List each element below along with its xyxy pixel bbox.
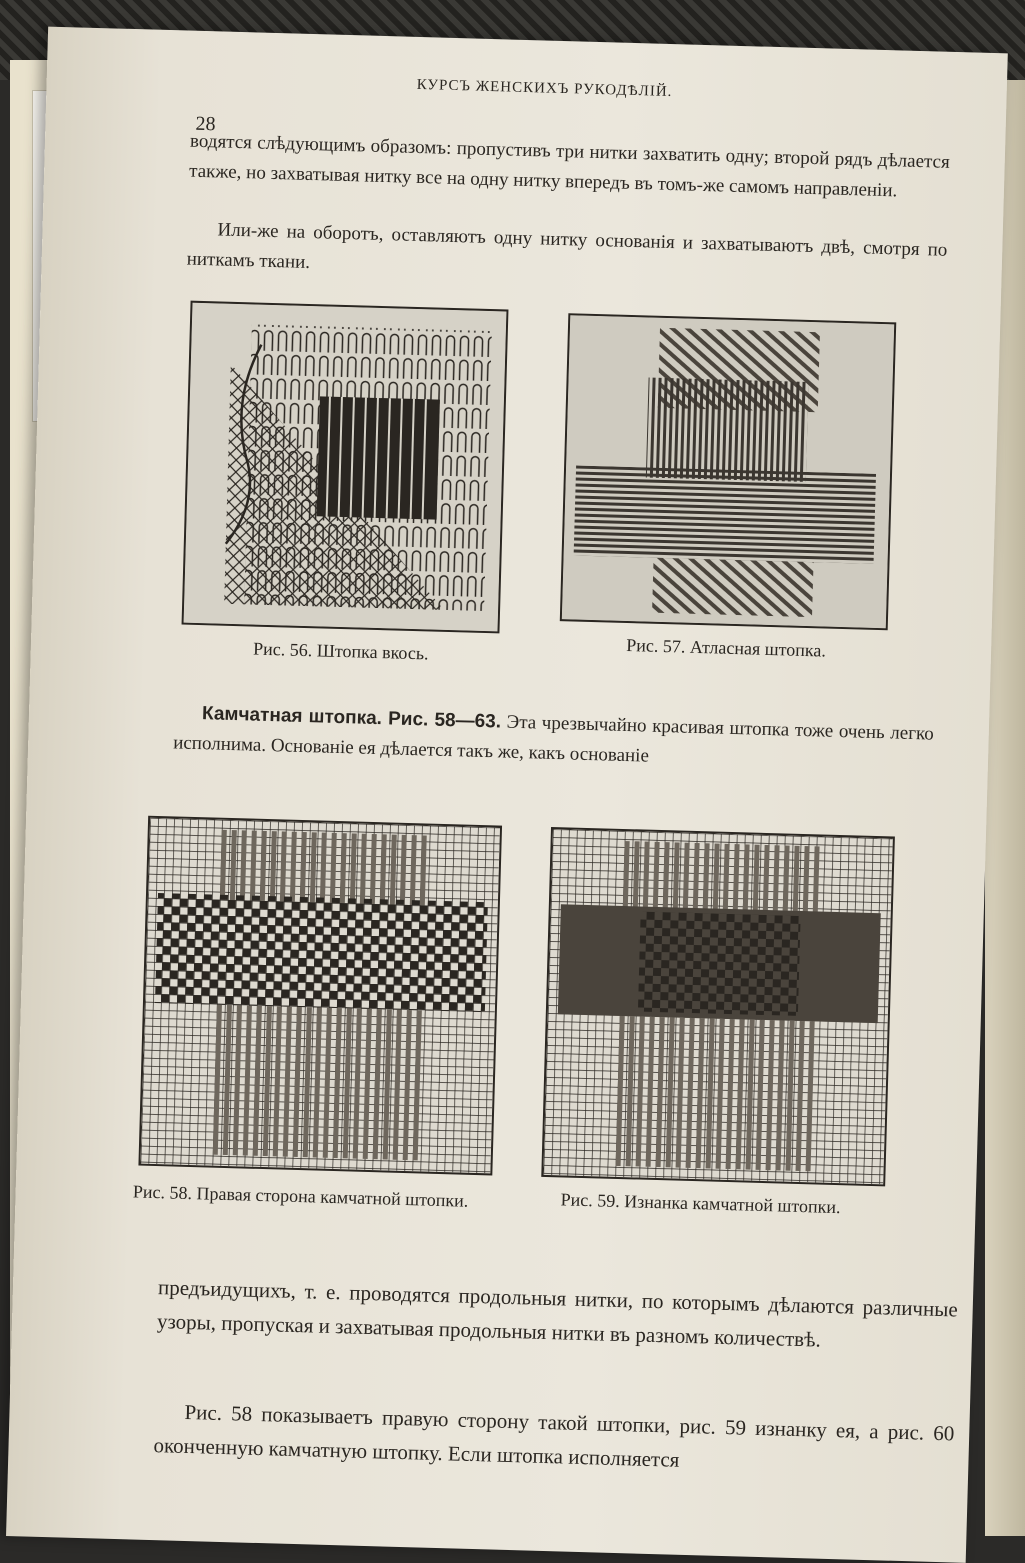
figure-56-image [182, 301, 509, 634]
figure-59-caption: Рис. 59. Изнанка камчатной штопки. [560, 1189, 841, 1218]
figure-56-caption: Рис. 56. Штопка вкось. [252, 638, 429, 664]
figure-58-image [138, 816, 502, 1176]
figure-59-image [541, 827, 895, 1186]
running-head: КУРСЪ ЖЕНСКИХЪ РУКОДѢЛІЙ. [416, 76, 673, 101]
paragraph-1: водятся слѣдующимъ образомъ: пропустивъ три нитки захватить одну; второй рядъ дѣлается также, но захватывая нитку все на одну нитку впередъ въ томъ-же самомъ направленіи. [188, 130, 951, 202]
paragraph-3-text: Эта чрезвычайно красивая штопка тоже очень легко исполнима. Основаніе ея дѣлается такъ же, какъ основаніе [172, 711, 935, 767]
paragraph-4: предъидущихъ, т. е. проводятся продольныя нитки, по которымъ дѣлаются различные узоры, пропуская и захватывая продольныя нитки въ разномъ количествѣ. [156, 1275, 959, 1352]
paragraph-2: Или-же на оборотъ, оставляютъ одну нитку основанія и захватываютъ двѣ, смотря по ниткамъ ткани. [186, 219, 948, 273]
figure-58-caption: Рис. 58. Правая сторона камчатной штопки. [132, 1181, 469, 1211]
paragraph-5: Рис. 58 показываетъ правую сторону такой штопки, рис. 59 изнанку ея, а рис. 60 оконченную камчатную штопку. Если штопка исполняется [153, 1399, 955, 1472]
section-heading: Камчатная штопка. Рис. 58—63. [201, 703, 502, 733]
figure-57-image [560, 313, 896, 630]
paragraph-3 [173, 698, 934, 779]
page-number: 28 [195, 112, 216, 136]
figure-57-caption: Рис. 57. Атласная штопка. [626, 634, 827, 661]
book-page [6, 27, 1008, 1563]
